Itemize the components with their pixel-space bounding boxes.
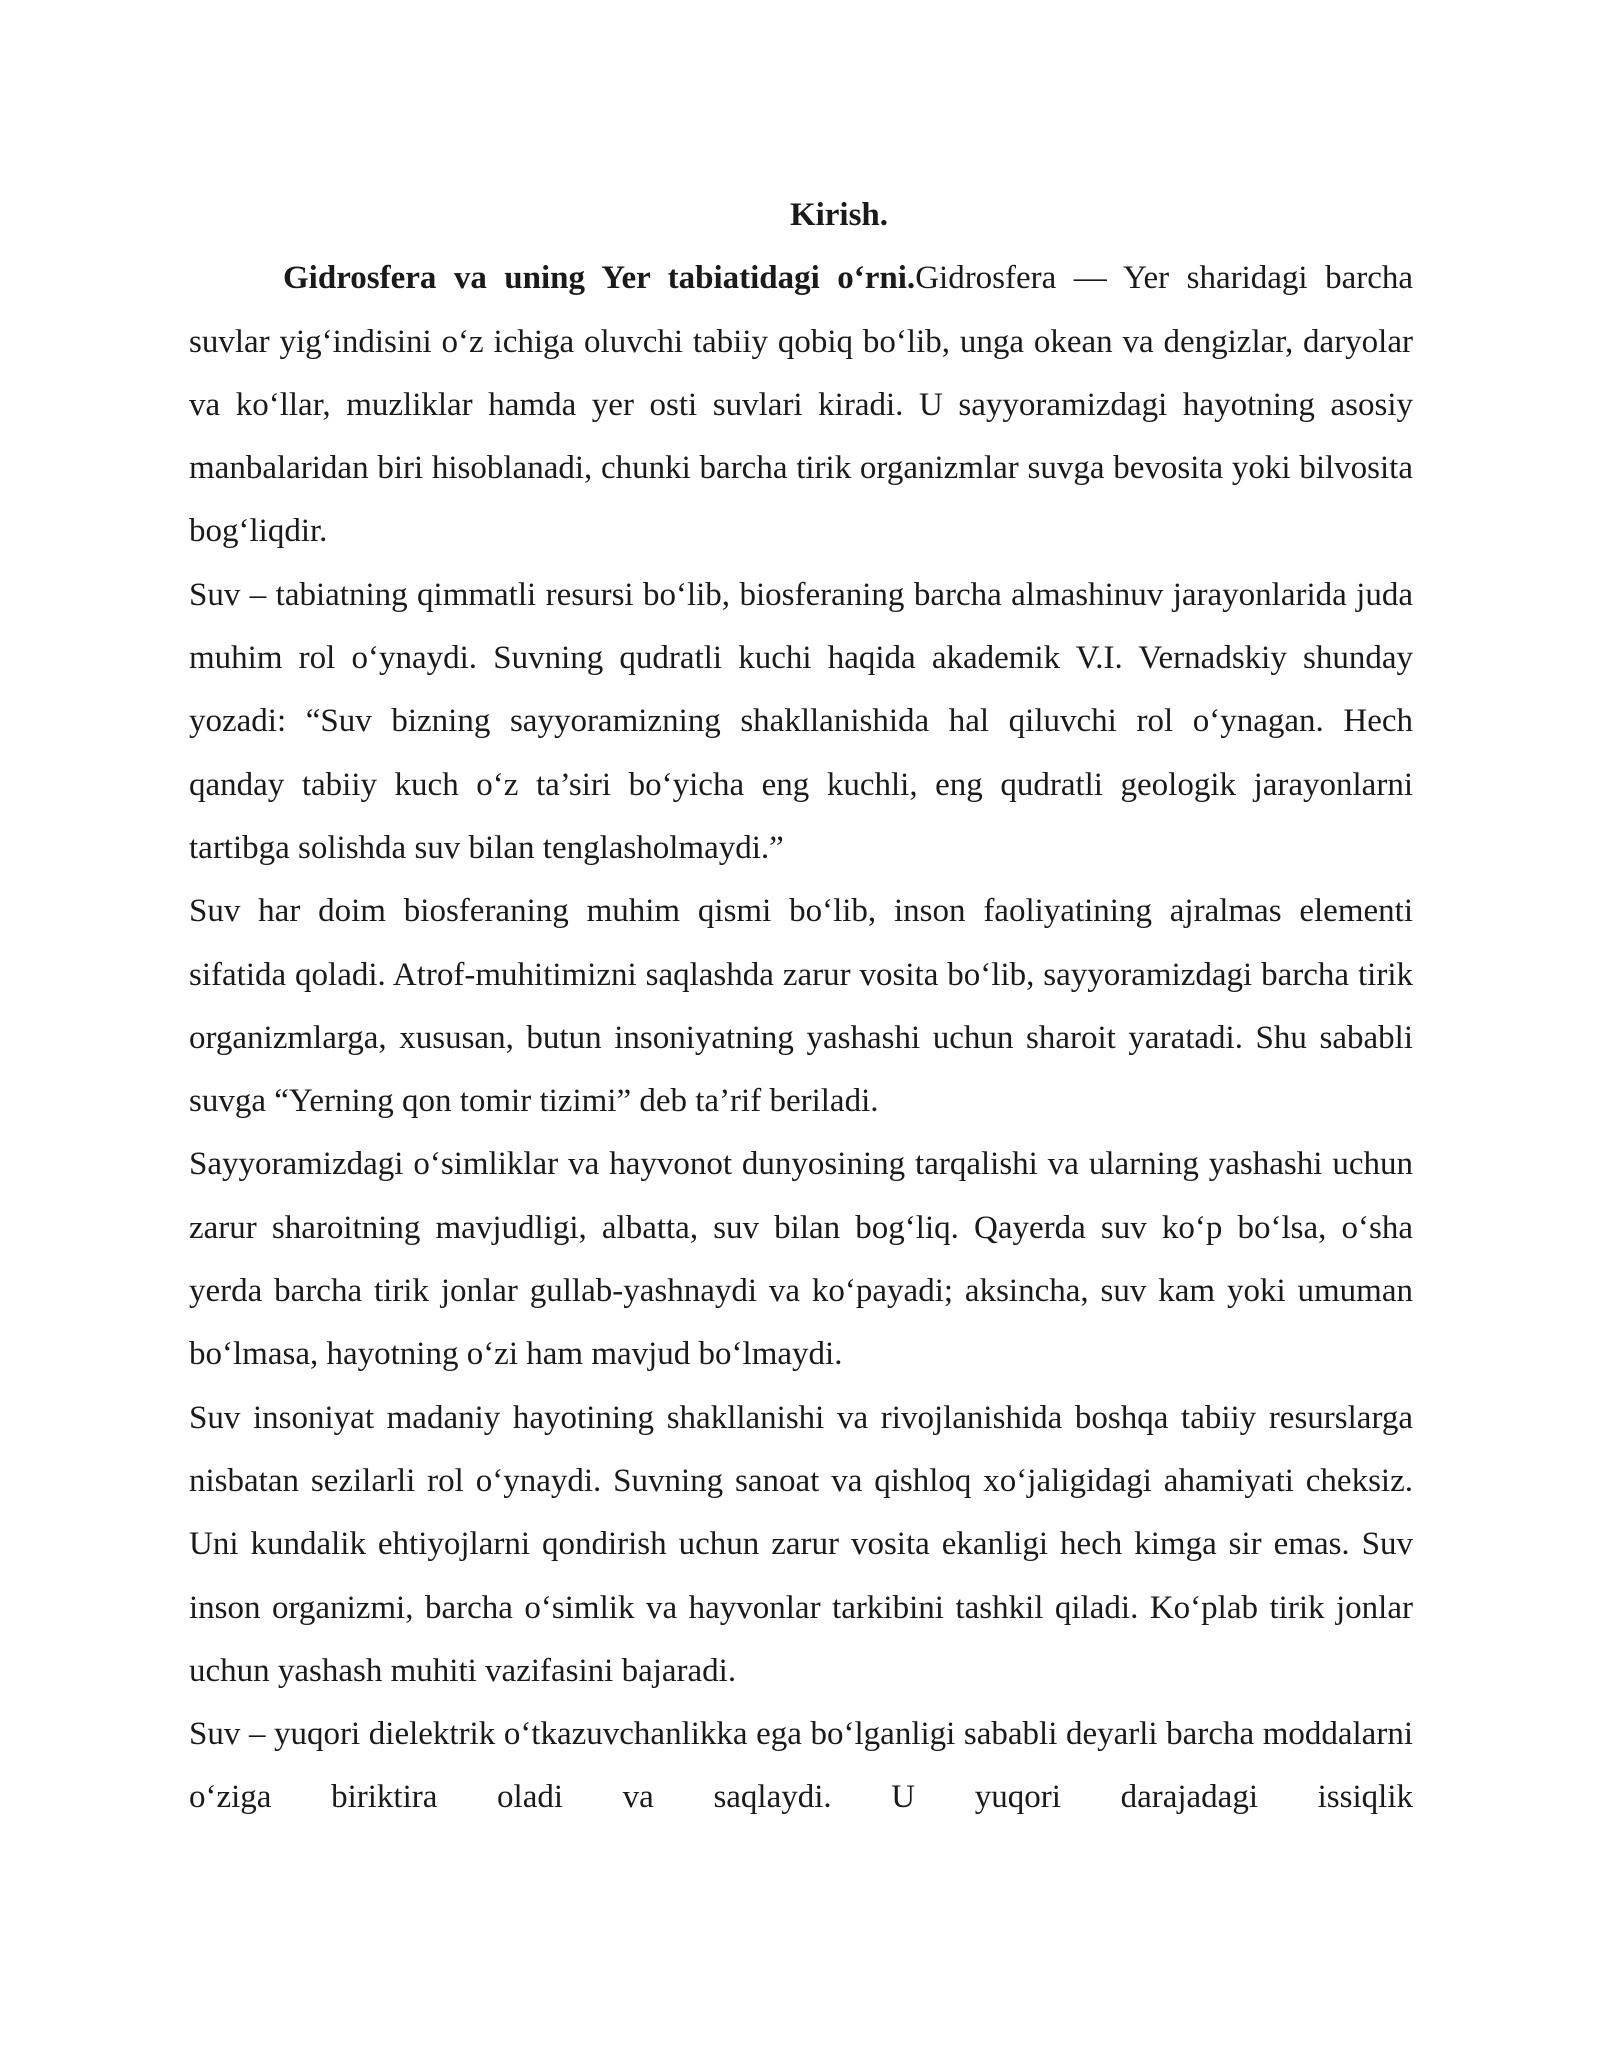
paragraph-text: Gidrosfera — Yer sharidagi barcha suvlar yig‘indisini o‘z ichiga oluvchi tabiiy qobiq bo‘lib, unga okean va dengizlar, daryolar va ko‘llar, muzliklar hamda yer osti suvlari kiradi. U sayyoramizdagi hayotning asosiy manbalaridan biri hisoblanadi, chunki barcha tirik organizmlar suvga bevosita yoki bilvosita bog‘liqdir. — [189, 260, 1413, 550]
intro-paragraph — [189, 247, 1413, 563]
page-title: Kirish. — [789, 197, 889, 233]
section-heading: Gidrosfera va uning Yer tabiatidagi o‘rni. — [283, 260, 916, 297]
paragraph: Suv – yuqori dielektrik o‘tkazuvchanlikka ega bo‘lganligi sababli deyarli barcha moddalarni o‘ziga biriktira oladi va saqlaydi. U yuqori darajadagi issiqlik — [189, 1716, 1413, 1816]
paragraph: Suv har doim biosferaning muhim qismi bo‘lib, inson faoliyatining ajralmas elementi sifatida qoladi. Atrof-muhitimizni saqlashda zarur vosita bo‘lib, sayyoramizdagi barcha tirik organizmlarga, xususan, butun insoniyatning yashashi uchun sharoit yaratadi. Shu sababli suvga “Yerning qon tomir tizimi” deb ta’rif beriladi. — [189, 893, 1413, 1120]
paragraph: Sayyoramizdagi o‘simliklar va hayvonot dunyosining tarqalishi va ularning yashashi uchun zarur sharoitning mavjudligi, albatta, suv bilan bog‘liq. Qayerda suv ko‘p bo‘lsa, o‘sha yerda barcha tirik jonlar gullab-yashnaydi va ko‘payadi; aksincha, suv kam yoki umuman bo‘lmasa, hayotning o‘zi ham mavjud bo‘lmaydi. — [189, 1146, 1413, 1373]
document-page — [189, 184, 1413, 1830]
paragraph: Suv insoniyat madaniy hayotining shakllanishi va rivojlanishida boshqa tabiiy resurslarga nisbatan sezilarli rol o‘ynaydi. Suvning sanoat va qishloq xo‘jaligidagi ahamiyati cheksiz. Uni kundalik ehtiyojlarni qondirish uchun zarur vosita ekanligi hech kimga sir emas. Suv inson organizmi, barcha o‘simlik va hayvonlar tarkibini tashkil qiladi. Ko‘plab tirik jonlar uchun yashash muhiti vazifasini bajaradi. — [189, 1399, 1413, 1689]
paragraph: Suv – tabiatning qimmatli resursi bo‘lib, biosferaning barcha almashinuv jarayonlarida juda muhim rol o‘ynaydi. Suvning qudratli kuchi haqida akademik V.I. Vernadskiy shunday yozadi: “Suv bizning sayyoramizning shakllanishida hal qiluvchi rol o‘ynagan. Hech qanday tabiiy kuch o‘z ta’siri bo‘yicha eng kuchli, eng qudratli geologik jarayonlarni tartibga solishda suv bilan tenglasholmaydi.” — [189, 576, 1413, 866]
